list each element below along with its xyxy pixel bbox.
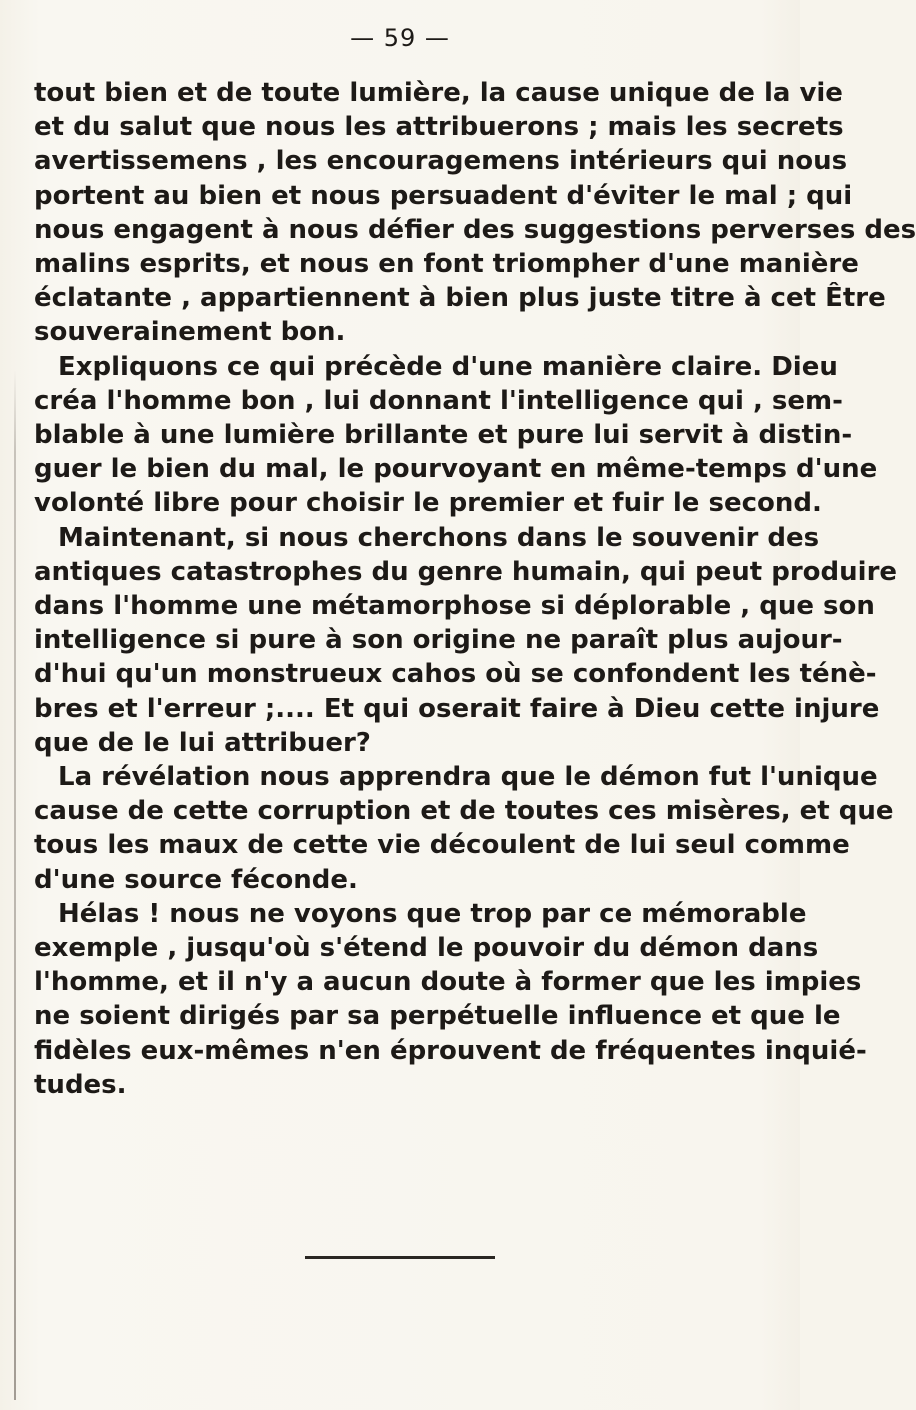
- text-line: nous engagent à nous défier des suggestions perverses des: [34, 214, 916, 245]
- text-line: malins esprits, et nous en font triompher d'une manière: [34, 249, 859, 280]
- text-line: ne soient dirigés par sa perpétuelle influence et que le: [34, 1001, 841, 1032]
- text-line: d'hui qu'un monstrueux cahos où se confondent les ténè-: [34, 659, 877, 690]
- text-line: créa l'homme bon , lui donnant l'intelligence qui , sem-: [34, 385, 843, 416]
- text-line: guer le bien du mal, le pourvoyant en même-temps d'une: [34, 454, 878, 485]
- text-line: tous les maux de cette vie découlent de lui seul comme: [34, 830, 850, 861]
- text-line: intelligence si pure à son origine ne paraît plus aujour-: [34, 625, 843, 656]
- text-line: éclatante , appartiennent à bien plus juste titre à cet Être: [34, 283, 886, 314]
- text-line: et du salut que nous les attribuerons ; mais les secrets: [34, 112, 844, 143]
- text-line: tudes.: [34, 1069, 127, 1100]
- text-line: fidèles eux-mêmes n'en éprouvent de fréquentes inquié-: [34, 1035, 867, 1066]
- text-line: antiques catastrophes du genre humain, qui peut produire: [34, 556, 898, 587]
- body-text: [34, 76, 916, 1102]
- text-line: bres et l'erreur ;.... Et qui oserait faire à Dieu cette injure: [34, 693, 880, 724]
- text-line: Hélas ! nous ne voyons que trop par ce mémorable: [58, 898, 807, 929]
- text-line: cause de cette corruption et de toutes ces misères, et que: [34, 796, 894, 827]
- binding-gutter: [14, 370, 16, 1400]
- text-line: tout bien et de toute lumière, la cause unique de la vie: [34, 78, 843, 108]
- text-line: volonté libre pour choisir le premier et fuir le second.: [34, 488, 822, 519]
- text-line: La révélation nous apprendra que le démon fut l'unique: [58, 762, 878, 793]
- text-line: d'une source féconde.: [34, 864, 358, 895]
- text-line: portent au bien et nous persuadent d'éviter le mal ; qui: [34, 180, 853, 211]
- text-line: avertissemens , les encouragemens intérieurs qui nous: [34, 146, 848, 177]
- text-line: Expliquons ce qui précède d'une manière claire. Dieu: [58, 351, 838, 382]
- text-line: souverainement bon.: [34, 317, 346, 348]
- text-line: que de le lui attribuer?: [34, 727, 371, 758]
- page-number-header: — 59 —: [350, 24, 450, 52]
- text-line: l'homme, et il n'y a aucun doute à former que les impies: [34, 967, 862, 998]
- text-line: dans l'homme une métamorphose si déplorable , que son: [34, 591, 875, 622]
- section-end-rule: [305, 1256, 495, 1259]
- text-line: exemple , jusqu'où s'étend le pouvoir du démon dans: [34, 933, 819, 964]
- text-line: Maintenant, si nous cherchons dans le souvenir des: [58, 522, 820, 553]
- text-line: blable à une lumière brillante et pure lui servit à distin-: [34, 420, 853, 451]
